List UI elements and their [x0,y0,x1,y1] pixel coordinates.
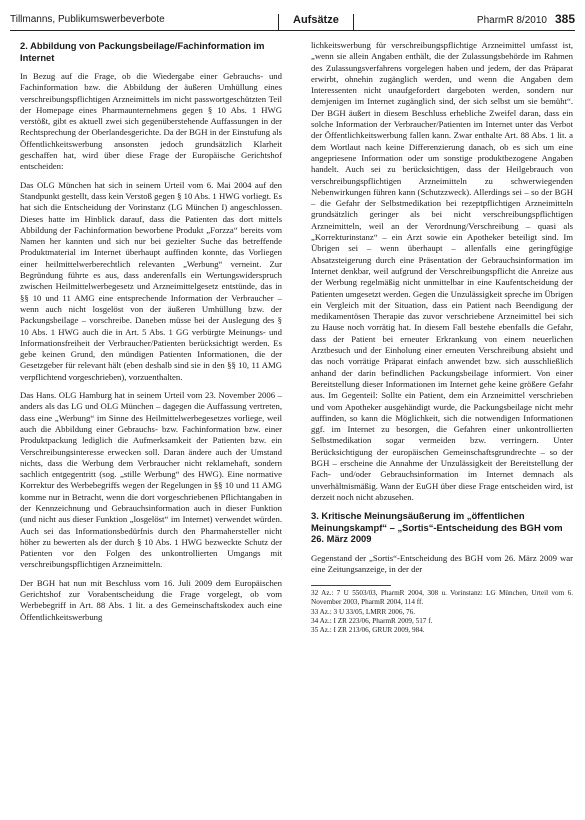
paragraph: In Bezug auf die Frage, ob die Wiedergabe einer Gebrauchs- und Fachinformation bzw. die Abbildung der äußeren Umhüllung eines verschreibungspflichtigen Arzneimittels im nicht passwortgeschützten Teil der Homepage eines Pharmaunternehmens gegen § 10 Abs. 1 HWG verstößt, gibt es aktuell zwei sich gegenüberstehende Auffassungen in der Rechtsprechung der Oberlandesgerichte. Da der BGH in der Einstufung als Öffentlichkeitswerbung ansonsten jedoch grundsätzlich Klarheit geschaffen hat, wird über diese Frage der Europäische Gerichtshof entscheiden: [20,71,282,172]
paragraph: Das OLG München hat sich in seinem Urteil vom 6. Mai 2004 auf den Standpunkt gestellt, dass kein Verstoß gegen § 10 Abs. 1 HWG vorliegt. Es hat sich die Entscheidung der Vorinstanz (LG München I) angeschlossen. Dieses hatte im Hinblick darauf, dass die Patienten das dort mittels Abbildung der Fachinformation beworbene Produkt „Forzza“ bereits vom Namen her kannten und sich nur bei gezielter Suche das betreffende Produktmaterial im Internet überhaupt auffinden konnte, das Vorliegen einer heilmittelwerberechtlich relevanten „Werbung“ verneint. Zur Begründung führte es aus, dass anderenfalls ein Wertungswiderspruch zwischen Heilmittelwerbegesetz und Arzneimittelgesetz entstünde, das in §§ 10 und 11 AMG eine entsprechende Information der Verbraucher – wenn auch nicht losgelöst von der äußeren Umhüllung bzw. der Packungsbeilage – vorschreibe. Daneben müsse bei der Auslegung des § 10 Abs. 1 HWG auch die in Art. 5 Abs. 1 GG verbürgte Meinungs- und Informationsfreiheit der Verbraucher/Patienten berücksichtigt werden. Es gebe keinen Grund, den mündigen Patienten Informationen, die der Gesetzgeber für relevant hält (eben deshalb sind sie in den §§ 10, 11 AMG verpflichtend vorgeschrieben), vorzuenthalten. [20,179,282,382]
paragraph: Der BGH hat nun mit Beschluss vom 16. Juli 2009 dem Europäischen Gerichtshof zur Vorabentscheidung die Frage vorgelegt, ob vom Werbebegriff in Art. 88 Abs. 1 lit. a des Gemeinschaftskodex auch eine Öffentlichkeitswerbung [20,577,282,622]
page-header [10,6,575,31]
footnote-separator [311,585,391,586]
footnotes [311,589,573,635]
issue-label: PharmR 8/2010 [476,15,547,26]
paragraph: Gegenstand der „Sortis“-Entscheidung des BGH vom 26. März 2009 war eine Zeitungsanzeige, in der der [311,552,573,574]
footnote: 34 Az.: I ZR 223/06, PharmR 2009, 517 f. [311,616,433,625]
section-label: Aufsätze [278,14,354,30]
paragraph: lichkeitswerbung für verschreibungspflichtige Arzneimittel umfasst ist, „wenn sie allein Angaben enthält, die der Zulassungsbehörde im Rahmen des Zulassungsverfahrens vorgelegen haben und jedem, der das Präparat erwirbt, ohnehin zugänglich werden, und wenn die Angaben dem Interessenten nicht unaufgefordert dargeboten werden, sondern nur demjenigen im Internet zugänglich sind, der sich selbst um sie bemüht“. Der BGH äußert in diesem Beschluss erhebliche Zweifel daran, dass ein solche Information der Verbraucher/Patienten im Internet unter das Verbot der Öffentlichkeitswerbung fallen kann. Zwar enthalte Art. 88 Abs. 1 lit. a dem Wortlaut nach keine Differenzierung danach, ob es sich um eine angepriesene Information oder um sonstige produktbezogene Angaben handelt. Auch sei zu berücksichtigen, dass der Heilgebrauch von verschreibungspflichtigen Arzneimitteln zu schwerwiegenden Nebenwirkungen führen kann (Schutzzweck). Allerdings sei – so der BGH – die Gefahr der Selbstmedikation bei rezeptpflichtigen Arzneimitteln grundsätzlich geringer als bei nicht verschreibungspflichtigen Arzneimitteln, weil an der Verordnung/Verschreibung – quasi als „Korrekturinstanz“ – ein Arzt sowie ein Apotheker beteiligt sind. Im Übrigen sei – wenn überhaupt – allenfalls eine geringfügige Absatzsteigerung durch eine Präsentation der Gebrauchsinformation im Internet denkbar, weil aufgrund der Verschreibungspflicht die Anreize aus der Werbung regelmäßig nicht unmittelbar in eine Kaufentscheidung der Patienten umgesetzt werden. Gegen die Unzulässigkeit spreche im Übrigen ein Vergleich mit der Situation, dass ein Patient nach Beendigung der medikamentösen Therapie das zuvor verschriebene Arzneimittel bei sich zu Hause noch vorrätig hat. In diesem Fall bestehe ebenfalls die Gefahr, dass der Patient bei erneuter Erkrankung von einem neuerlichen Arztbesuch und der Einholung einer erneuten Verschreibung absieht und das noch vorrätige Präparat einfach anwendet bzw. sich ausschließlich anhand der darin befindlichen Packungsbeilage informiert. Von einer Bereitstellung dieser Informationen im Internet gehe keine größere Gefahr aus. Im Gegenteil: Sollte ein Patient, dem ein Arzneimittel verschrieben und vom Apotheker ausgehändigt wurde, die Packungsbeilage nicht mehr auffinden, so kann die Möglichkeit, sich die notwendigen Informationen ggf. im Internet zu besorgen, die Gefahren einer unkontrollierten Selbstmedikation sogar vermeiden bzw. verringern. Unter Berücksichtigung der europäischen Gemeinschaftsgrundrechte – so der BGH – erscheine die Annahme der Unzulässigkeit der Bereitstellung der Fach- und/oder Gebrauchsinformation im Internet demnach als unverhältnismäßig. Wann der EuGH über diese Frage entscheiden wird, ist derzeit noch nicht abzusehen. [311,40,573,502]
running-title: Tillmanns, Publikumswerbeverbote [10,14,165,25]
section-heading-3: 3. Kritische Meinungsäußerung im „öffentlichen Meinungskampf“ – „Sortis“-Entscheidung des BGH vom 26. März 2009 [311,510,563,545]
footnote: 32 Az.: 7 U 5503/03, PharmR 2004, 308 u. Vorinstanz: LG München, Urteil vom 6. November 2003, PharmR 2004, 114 ff. [311,589,573,607]
page-number: 385 [554,12,575,26]
footnote: 33 Az.: 3 U 33/05, LMRR 2006, 76. [311,607,416,616]
section-heading-2: 2. Abbildung von Packungsbeilage/Fachinformation im Internet [20,40,265,63]
paragraph: Das Hans. OLG Hamburg hat in seinem Urteil vom 23. November 2006 – anders als das LG und OLG München – dagegen die Auffassung vertreten, dass eine „Werbung“ im Sinne des Heilmittelwerbegesetzes vorliege, weil auch die Abbildung einer Gebrauchs- bzw. Fachinformation bzw. einer Produktpackung lediglich die Aufmerksamkeit der Patienten bzw. ein Verschreibungsinteresse erwecken soll. Daran ändere auch der Umstand nichts, dass die Werbung dem Verbraucher nicht reklamehaft, sondern sachlich entgegentritt (sog. „stille Werbung“ des HWG). Eine normative Korrektur des Werbebegriffs wegen der Regelungen in §§ 10 und 11 AMG komme nur in Betracht, wenn die dort vorgeschriebenen Pflichtangaben in der Kennzeichnung und Gebrauchsinformation auch in dieser Funktion (und nicht aus dieser Funktion „losgelöst“ im Internet) verwendet würden. Auch sei das Informationsbedürfnis durch den Pharmahersteller nicht höher zu bewerten als der durch § 10 Abs. 1 HWG bezweckte Schutz der Patienten vor den Folgen des unkontrollierten Umgangs mit verschreibungspflichtigen Arzneimitteln. [20,390,282,570]
left-column [20,40,282,630]
issue-and-page [477,12,575,26]
footnote: 35 Az.: I ZR 213/06, GRUR 2009, 984. [311,626,425,635]
right-column [311,40,573,635]
